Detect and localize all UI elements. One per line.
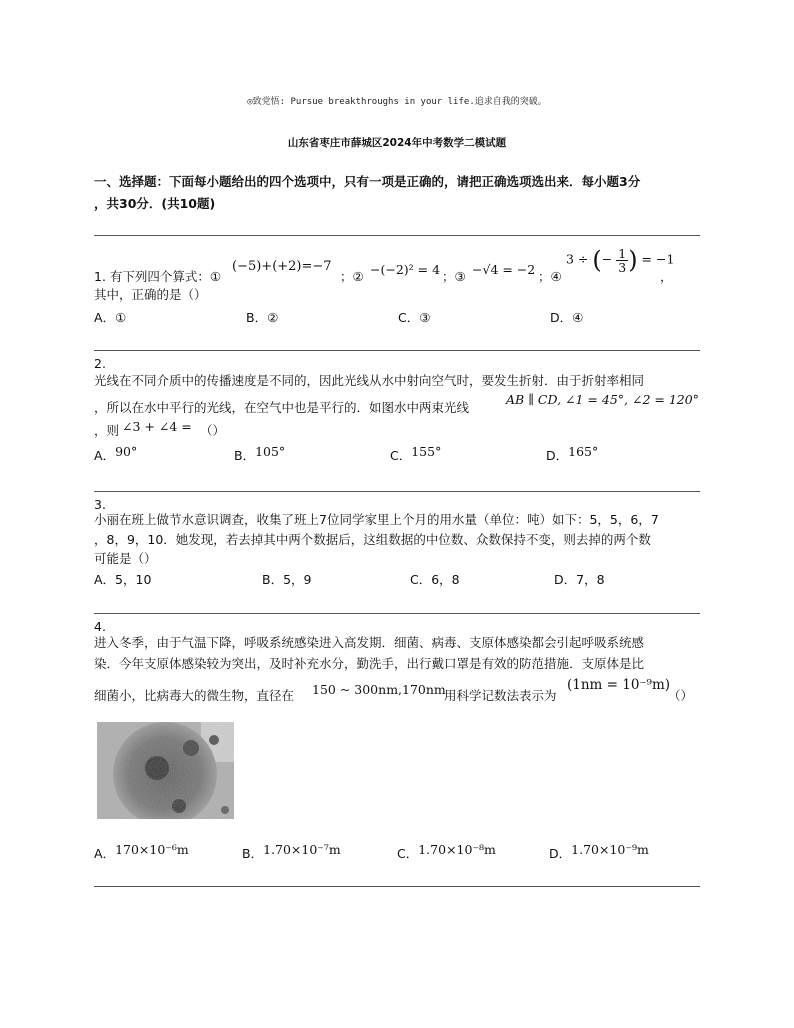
q2-line-2-math: AB ∥ CD, ∠1 = 45°, ∠2 = 120° (506, 392, 699, 407)
q1-expr-3: −√4 = −2 (472, 262, 536, 277)
q3-line-3: 可能是（） (94, 551, 157, 566)
q2-option-b-label: B． (234, 448, 256, 463)
q1-expr-4-b: = −1 (641, 251, 675, 267)
q4-option-a-value: 170×10⁻⁶m (115, 842, 189, 857)
divider (94, 350, 700, 351)
q4-option-d[interactable] (549, 844, 649, 862)
q2-option-b[interactable] (234, 446, 285, 464)
divider (94, 491, 700, 492)
q1-sep-2: ；② (340, 269, 364, 284)
q1-option-a[interactable]: A．① (94, 310, 127, 325)
q1-sep-4: ；④ (538, 269, 562, 284)
q4-option-b-value: 1.70×10⁻⁷m (263, 842, 341, 857)
q1-prefix: 1. 有下列四个算式：① (94, 269, 222, 284)
q1-option-b[interactable]: B．② (246, 310, 279, 325)
q2-line-3-a: ，则 (94, 423, 120, 438)
q2-option-c-label: C． (390, 448, 412, 463)
q2-option-c-value: 155° (411, 444, 442, 459)
q2-option-b-value: 105° (255, 444, 286, 459)
q4-option-d-value: 1.70×10⁻⁹m (571, 842, 649, 857)
q2-option-c[interactable] (390, 446, 441, 464)
q3-option-d[interactable]: D．7，8 (554, 572, 605, 587)
section-heading-line-2: ，共30分．(共10题) (94, 196, 216, 211)
q4-line-3-b: 用科学记数法表示为 (444, 688, 557, 703)
q2-number: 2. (94, 356, 106, 371)
q1-expr-4-denominator: 3 (618, 259, 627, 275)
q1-line-2: 其中，正确的是（） (94, 287, 207, 302)
divider (94, 235, 700, 236)
q1-expr-4-fraction (616, 247, 628, 274)
page-title: 山东省枣庄市薛城区2024年中考数学二模试题 (287, 137, 507, 149)
q1-option-c[interactable]: C．③ (398, 310, 431, 325)
q4-line-3-math-2: (1nm = 10⁻⁹m) (567, 677, 671, 693)
q4-option-a-label: A． (94, 846, 116, 861)
q4-line-2: 染．今年支原体感染较为突出，及时补充水分，勤洗手，出行戴口罩是有效的防范措施．支原体是比 (94, 656, 645, 671)
q1-expr-4-numerator: 1 (618, 245, 627, 261)
q1-option-d[interactable]: D．④ (550, 310, 584, 325)
q4-option-c[interactable] (397, 844, 496, 862)
q2-option-d-value: 165° (568, 444, 599, 459)
q2-line-3-b: （） (200, 423, 226, 438)
q4-line-3-a: 细菌小，比病毒大的微生物，直径在 (94, 688, 295, 703)
q3-option-c[interactable]: C．6，8 (410, 572, 460, 587)
q4-option-d-label: D． (549, 846, 572, 861)
section-heading (94, 171, 704, 215)
q2-option-a-label: A． (94, 448, 116, 463)
q2-option-d[interactable] (546, 446, 598, 464)
q4-line-3-math-1: 150 ~ 300nm,170nm (312, 682, 446, 697)
q1-expr-4 (566, 246, 674, 274)
divider (94, 886, 700, 887)
q1-expr-4-a: 3 ÷ (566, 251, 589, 267)
q4-line-3-c: （） (668, 688, 694, 703)
q1-expr-2: −(−2)² = 4 (370, 262, 441, 277)
q3-option-b[interactable]: B．5，9 (262, 572, 312, 587)
divider (94, 613, 700, 614)
q1-expr-4-minus: − (601, 251, 613, 267)
q3-line-2: ，8，9，10．她发现，若去掉其中两个数据后，这组数据的中位数、众数保持不变，则去掉的两个数 (94, 532, 651, 547)
q4-option-b-label: B． (242, 846, 264, 861)
q2-line-3-math: ∠3 + ∠4 = (122, 419, 192, 434)
section-heading-line-1: 一、选择题：下面每小题给出的四个选项中，只有一项是正确的，请把正确选项选出来．每小题3分 (94, 174, 641, 189)
q2-option-d-label: D． (546, 448, 569, 463)
q1-comma: ， (660, 269, 673, 284)
q3-line-1: 小丽在班上做节水意识调查，收集了班上7位同学家里上个月的用水量（单位：吨）如下：5，5，6，7 (94, 512, 659, 527)
q3-number: 3. (94, 497, 106, 512)
q4-option-c-label: C． (397, 846, 419, 861)
q2-option-a[interactable] (94, 446, 137, 464)
q4-number: 4. (94, 619, 106, 634)
q4-line-1: 进入冬季，由于气温下降，呼吸系统感染进入高发期．细菌、病毒、支原体感染都会引起呼吸系统感 (94, 635, 645, 650)
q1-expr-4-rparen: ) (628, 246, 638, 274)
q1-expr-4-lparen: ( (592, 246, 602, 274)
q1-sep-3: ；③ (442, 269, 466, 284)
q2-option-a-value: 90° (115, 444, 138, 459)
q4-option-b[interactable] (242, 844, 341, 862)
mycoplasma-micrograph (97, 722, 234, 819)
q4-option-a[interactable] (94, 844, 189, 862)
q3-option-a[interactable]: A．5，10 (94, 572, 152, 587)
q1-expr-1: (−5)+(+2)=−7 (232, 259, 332, 274)
q4-option-c-value: 1.70×10⁻⁸m (418, 842, 496, 857)
q2-line-1: 光线在不同介质中的传播速度是不同的，因此光线从水中射向空气时，要发生折射．由于折射率相同 (94, 373, 645, 388)
motto-line: ◎致党悟: Pursue breakthroughs in your life.追求自我的突破。 (247, 97, 547, 107)
q2-line-2: ，所以在水中平行的光线，在空气中也是平行的．如图水中两束光线 (94, 400, 470, 415)
